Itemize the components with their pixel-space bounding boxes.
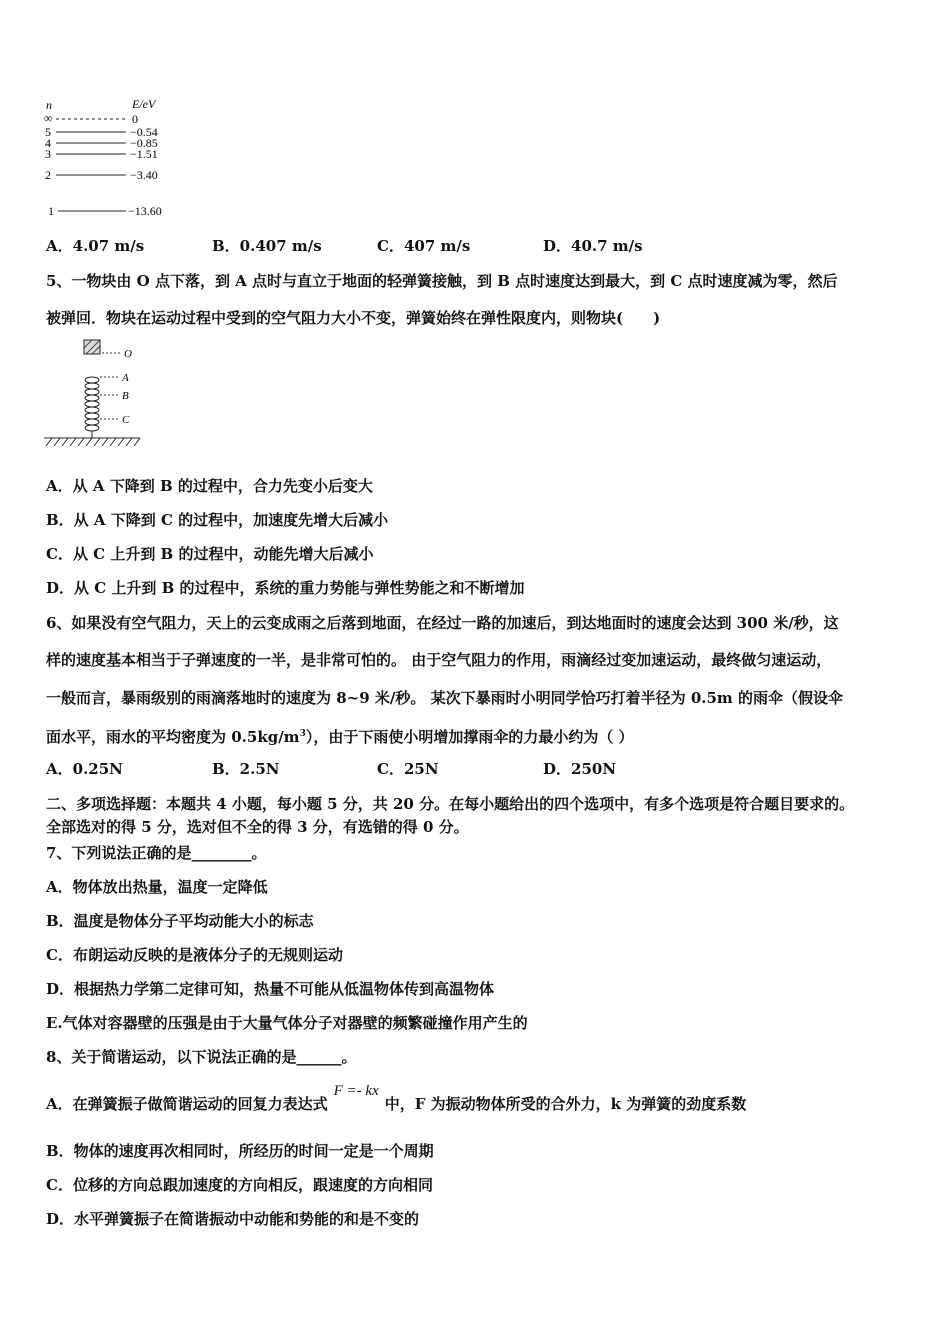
q8-formula: F =- kx (333, 1083, 379, 1099)
section2-line2: 全部选对的得 5 分，选对但不全的得 3 分，有选错的得 0 分。 (46, 818, 469, 836)
q8-option-a (46, 1083, 747, 1115)
svg-text:−0.85: −0.85 (130, 136, 158, 150)
level-inf (44, 111, 138, 126)
spring (85, 377, 99, 438)
svg-text:−13.60: −13.60 (128, 204, 162, 218)
q7-option-e: E.气体对容器壁的压强是由于大量气体分子对器壁的频繁碰撞作用产生的 (46, 1014, 528, 1032)
q7-option-c: C．布朗运动反映的是液体分子的无规则运动 (46, 946, 343, 964)
q4-option-c: C．407 m/s (377, 237, 471, 255)
level-2 (45, 168, 158, 182)
q8-option-c: C．位移的方向总跟加速度的方向相反，跟速度的方向相同 (46, 1176, 433, 1194)
q4-option-a: A．4.07 m/s (46, 237, 145, 255)
ground (44, 438, 140, 446)
svg-text:3: 3 (45, 147, 51, 161)
svg-text:−3.40: −3.40 (130, 168, 158, 182)
q5-stem-line1: 5、一物块由 O 点下落，到 A 点时与直立于地面的轻弹簧接触，到 B 点时速度达到最大，到 C 点时速度减为零，然后 (46, 272, 838, 290)
q5-option-b: B．从 A 下降到 C 的过程中，加速度先增大后减小 (46, 511, 389, 529)
q6-option-c: C．25N (377, 760, 439, 778)
q5-stem-line2: 被弹回．物块在运动过程中受到的空气阻力大小不变，弹簧始终在弹性限度内，则物块( ) (46, 309, 661, 327)
q6-line4 (46, 724, 634, 747)
q4-options (46, 236, 643, 256)
q6-option-a: A．0.25N (46, 760, 123, 778)
q7-option-d: D．根据热力学第二定律可知，热量不可能从低温物体传到高温物体 (46, 980, 495, 998)
q6-option-b: B．2.5N (212, 760, 280, 778)
energy-level-diagram (40, 96, 180, 226)
q8-option-b: B．物体的速度再次相同时，所经历的时间一定是一个周期 (46, 1142, 434, 1160)
q5-option-c: C．从 C 上升到 B 的过程中，动能先增大后减小 (46, 545, 374, 563)
svg-text:2: 2 (45, 168, 51, 182)
q6-line3: 一般而言，暴雨级别的雨滴落地时的速度为 8~9 米/秒。 某次下暴雨时小明同学恰巧打着半径为 0.5m 的雨伞（假设伞 (46, 689, 844, 707)
svg-text:−1.51: −1.51 (130, 147, 158, 161)
spring-figure (42, 336, 152, 452)
section2-line1: 二、多项选择题：本题共 4 小题，每小题 5 分，共 20 分。在每小题给出的四个选项中，有多个选项是符合题目要求的。 (46, 795, 855, 813)
svg-text:0: 0 (132, 112, 138, 126)
level-3 (45, 147, 158, 161)
q6-line4-b: ），由于下雨使小明增加撑雨伞的力最小约为（ ） (305, 728, 634, 746)
svg-text:1: 1 (48, 204, 54, 218)
q6-line1: 6、如果没有空气阻力，天上的云变成雨之后落到地面，在经过一路的加速后，到达地面时的速度会达到 300 米/秒，这 (46, 614, 839, 632)
label-a: A (122, 372, 129, 384)
q7-stem: 7、下列说法正确的是________。 (46, 844, 267, 862)
svg-text:4: 4 (45, 136, 51, 150)
q7-option-b: B．温度是物体分子平均动能大小的标志 (46, 912, 314, 930)
q6-option-d: D．250N (543, 760, 617, 778)
q4-option-d: D．40.7 m/s (543, 237, 643, 255)
svg-text:5: 5 (45, 125, 51, 139)
level-1 (48, 204, 162, 218)
q6-line2: 样的速度基本相当于子弹速度的一半，是非常可怕的。 由于空气阻力的作用，雨滴经过变加速运动，最终做匀速运动， (46, 651, 832, 669)
energy-axis-label: E/eV (132, 97, 156, 111)
q8-option-a-post: 中，F 为振动物体所受的合外力，k 为弹簧的劲度系数 (384, 1095, 747, 1113)
q6-options (46, 759, 616, 779)
label-o: O (124, 348, 132, 360)
svg-text:−0.54: −0.54 (130, 125, 158, 139)
label-b: B (122, 390, 129, 402)
q6-line4-sup: 3 (299, 729, 306, 739)
q5-option-d: D．从 C 上升到 B 的过程中，系统的重力势能与弹性势能之和不断增加 (46, 579, 525, 597)
q8-option-d: D．水平弹簧振子在简谐振动中动能和势能的和是不变的 (46, 1210, 420, 1228)
n-axis-label: n (46, 98, 52, 112)
q6-line4-a: 面水平，雨水的平均密度为 0.5kg/m (46, 728, 300, 746)
svg-text:∞: ∞ (44, 111, 53, 125)
q7-option-a: A．物体放出热量，温度一定降低 (46, 878, 268, 896)
q8-stem: 8、关于简谐运动，以下说法正确的是______。 (46, 1048, 357, 1066)
q8-option-a-pre: A．在弹簧振子做简谐运动的回复力表达式 (46, 1095, 328, 1113)
q4-option-b: B．0.407 m/s (212, 237, 322, 255)
q5-option-a: A．从 A 下降到 B 的过程中，合力先变小后变大 (46, 477, 373, 495)
label-c: C (122, 414, 130, 426)
